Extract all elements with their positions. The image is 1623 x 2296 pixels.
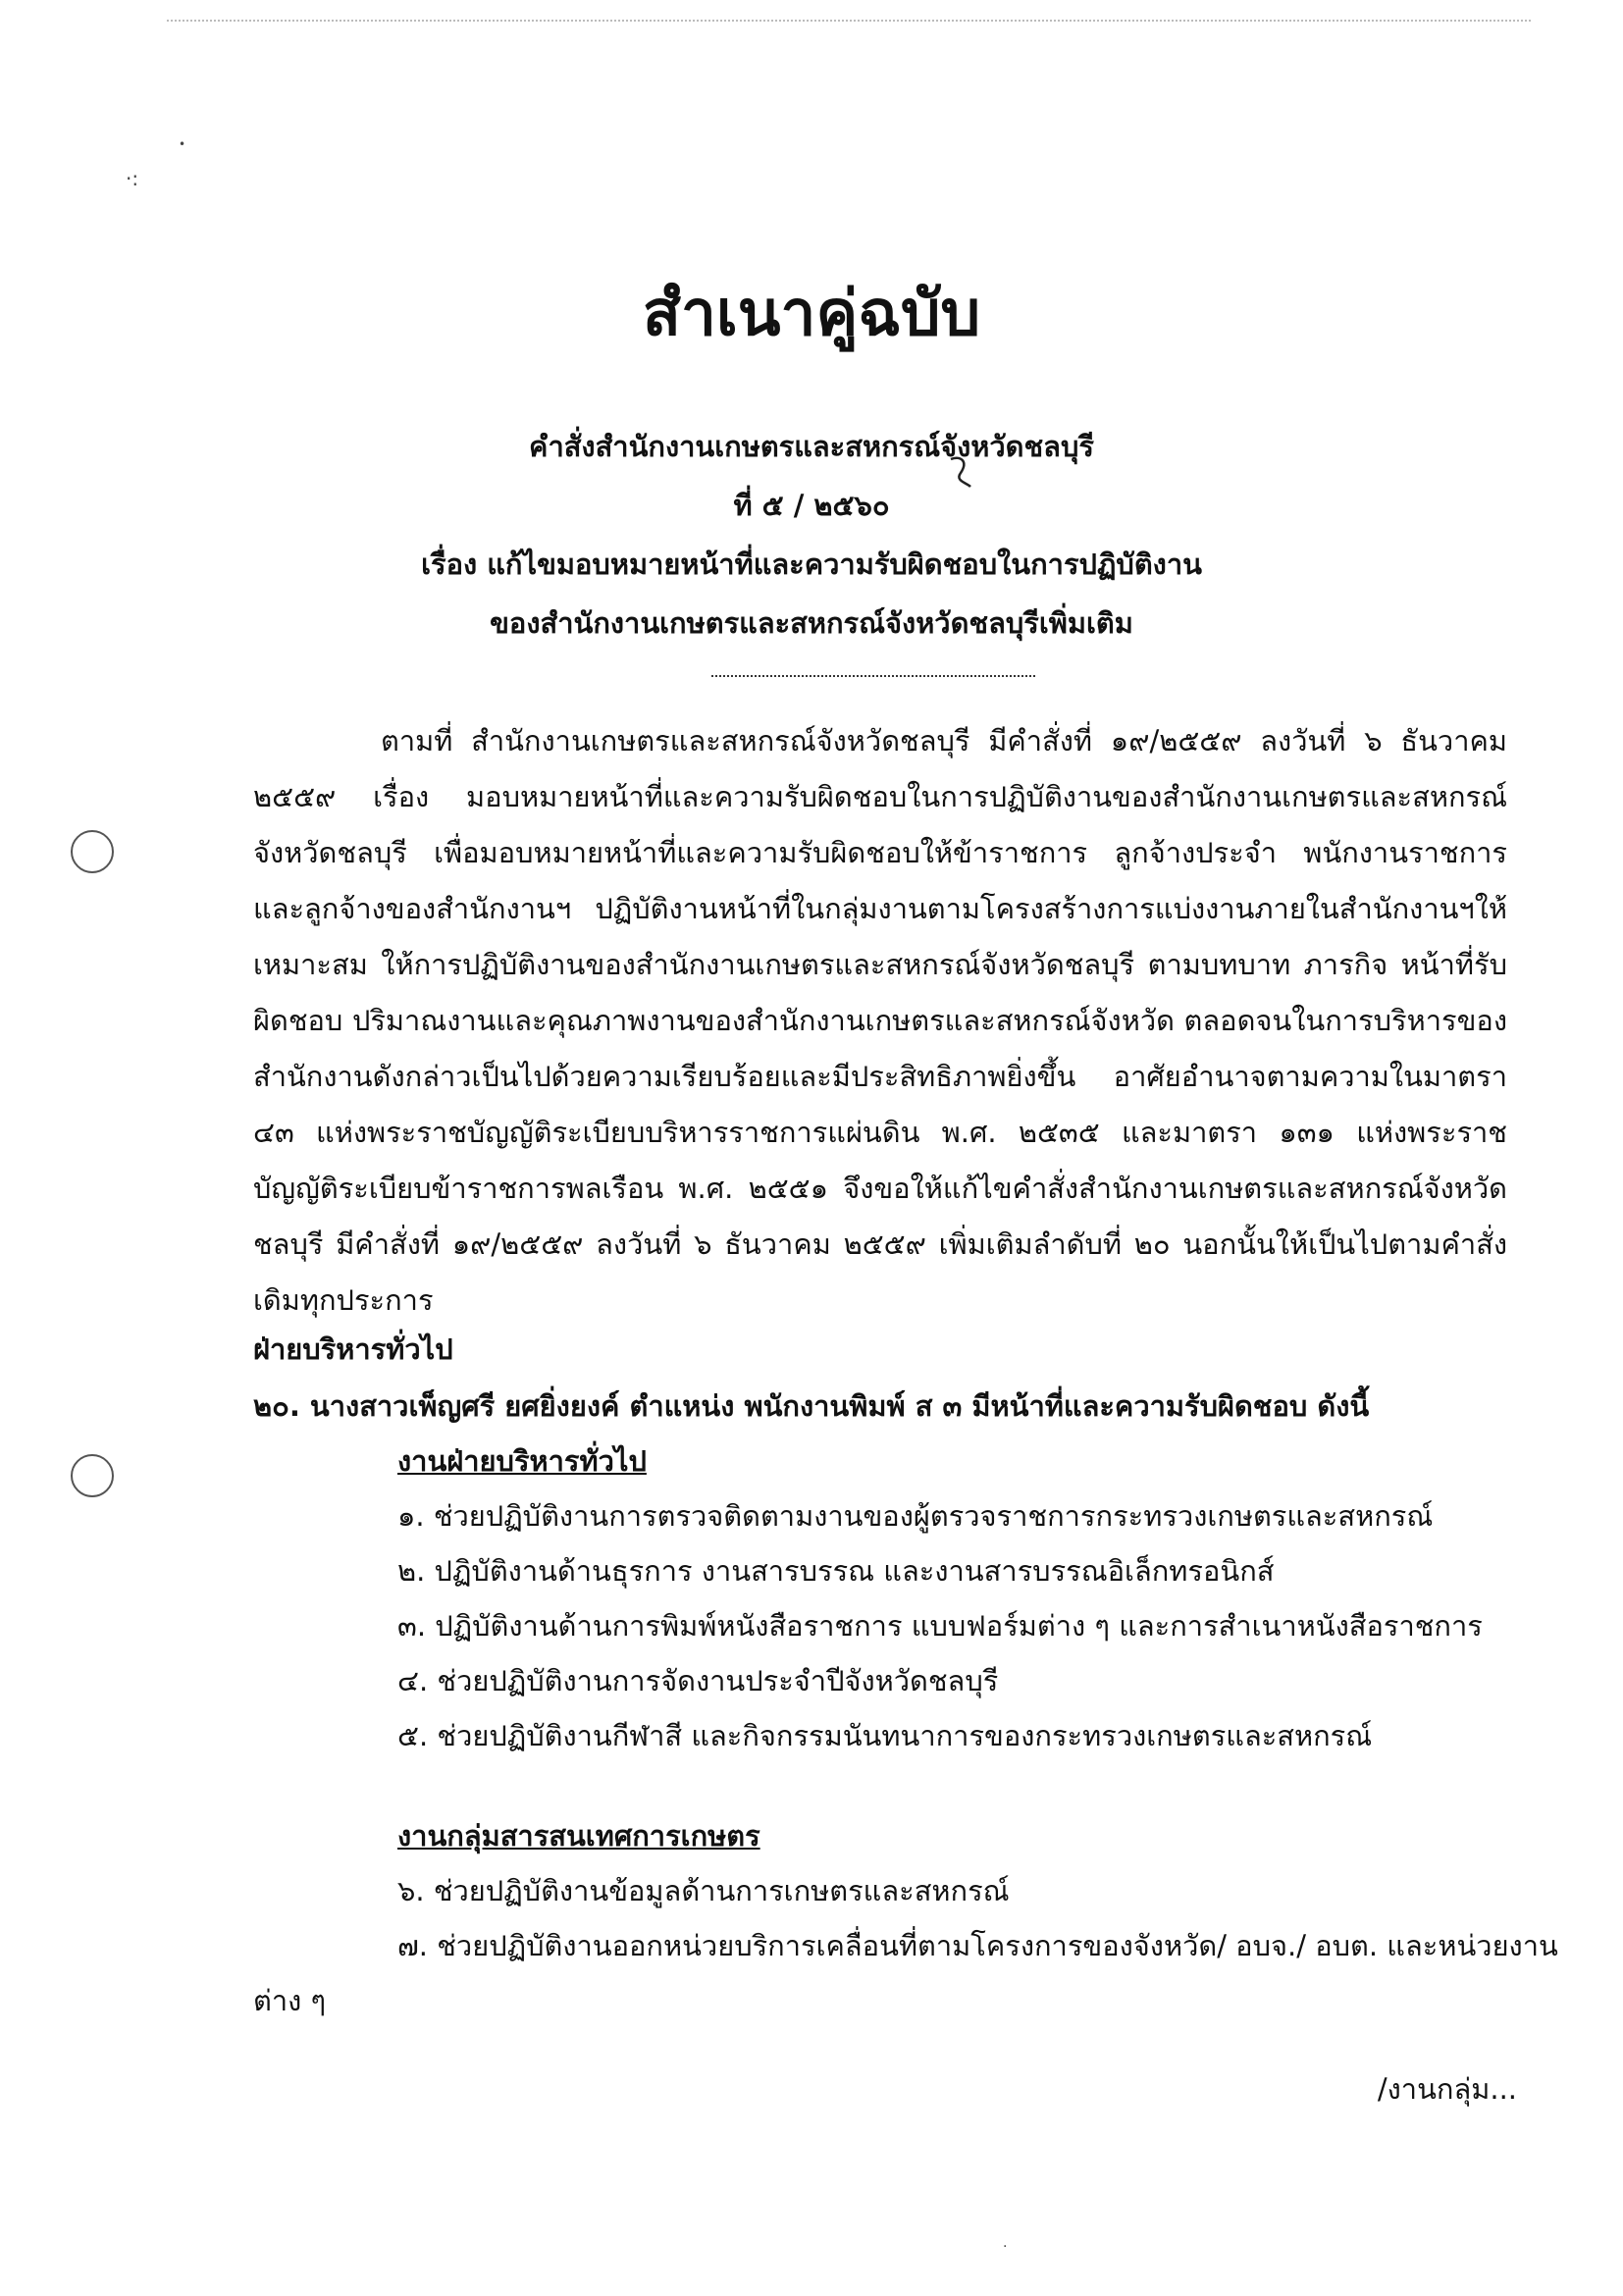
section-heading: ฝ่ายบริหารทั่วไป bbox=[253, 1332, 453, 1366]
scan-speck: · bbox=[1003, 2239, 1008, 2255]
duty-item: ๕. ช่วยปฏิบัติงานกีฬาสี และกิจกรรมนันทนาการของกระทรวงเกษตรและสหกรณ์ bbox=[397, 1719, 1373, 1752]
handwritten-number-mark bbox=[947, 451, 976, 500]
punch-hole bbox=[71, 1454, 114, 1497]
scan-speck: • bbox=[179, 137, 186, 151]
order-heading: คำสั่งสำนักงานเกษตรและสหกรณ์จังหวัดชลบุรี bbox=[529, 430, 1094, 463]
duty-item: ๗. ช่วยปฏิบัติงานออกหน่วยบริการเคลื่อนที่ตามโครงการของจังหวัด/ อบจ./ อบต. และหน่วยงาน bbox=[397, 1929, 1558, 1962]
subject-line-1: เรื่อง แก้ไขมอบหมายหน้าที่และความรับผิดชอบในการปฏิบัติงาน bbox=[421, 548, 1202, 581]
duty-item: ๒. ปฏิบัติงานด้านธุรการ งานสารบรรณ และงานสารบรรณอิเล็กทรอนิกส์ bbox=[397, 1554, 1275, 1588]
scan-noise bbox=[167, 20, 1531, 24]
duty-item: ๔. ช่วยปฏิบัติงานการจัดงานประจำปีจังหวัดชลบุรี bbox=[397, 1664, 999, 1697]
duty-item-continuation: ต่าง ๆ bbox=[253, 1984, 327, 2017]
group-heading-agri-info: งานกลุ่มสารสนเทศการเกษตร bbox=[397, 1819, 760, 1852]
punch-hole bbox=[71, 830, 114, 873]
subject-line-2: ของสำนักงานเกษตรและสหกรณ์จังหวัดชลบุรีเพิ่มเติม bbox=[490, 606, 1133, 640]
person-assignment: ๒๐. นางสาวเพ็ญศรี ยศยิ่งยงค์ ตำแหน่ง พนักงานพิมพ์ ส ๓ มีหน้าที่และความรับผิดชอบ ดังนี้ bbox=[253, 1389, 1370, 1423]
separator-line bbox=[711, 675, 1035, 677]
continuation-marker: /งานกลุ่ม... bbox=[1377, 2072, 1517, 2106]
duty-item: ๖. ช่วยปฏิบัติงานข้อมูลด้านการเกษตรและสหกรณ์ bbox=[397, 1874, 1010, 1907]
group-heading-general-admin: งานฝ่ายบริหารทั่วไป bbox=[397, 1444, 647, 1478]
duty-item: ๓. ปฏิบัติงานด้านการพิมพ์หนังสือราชการ แบบฟอร์มต่าง ๆ และการสำเนาหนังสือราชการ bbox=[397, 1609, 1483, 1643]
scan-speck: ·: bbox=[126, 167, 139, 190]
document-title: สำเนาคู่ฉบับ bbox=[642, 278, 981, 350]
order-number: ที่ ๕ / ๒๕๖๐ bbox=[733, 489, 890, 522]
duty-item: ๑. ช่วยปฏิบัติงานการตรวจติดตามงานของผู้ตรวจราชการกระทรวงเกษตรและสหกรณ์ bbox=[397, 1499, 1434, 1533]
body-paragraph: ตามที่ สำนักงานเกษตรและสหกรณ์จังหวัดชลบุรี มีคำสั่งที่ ๑๙/๒๕๕๙ ลงวันที่ ๖ ธันวาคม ๒๕๕๙ เรื่อง มอบหมายหน้าที่และความรับผิดชอบในการปฏิบัติงานของสำนักงานเกษตรและสหกรณ์จังหวัดชลบุรี เพื่อมอบหมายหน้าที่และความรับผิดชอบให้ข้าราชการ ลูกจ้างประจำ พนักงานราชการ และลูกจ้างของสำนักงานฯ ปฏิบัติงานหน้าที่ในกลุ่มงานตามโครงสร้างการแบ่งงานภายในสำนักงานฯให้เหมาะสม ให้การปฏิบัติงานของสำนักงานเกษตรและสหกรณ์จังหวัดชลบุรี ตามบทบาท ภารกิจ หน้าที่รับผิดชอบ ปริมาณงานและคุณภาพงานของสำนักงานเกษตรและสหกรณ์จังหวัด ตลอดจนในการบริหารของสำนักงานดังกล่าวเป็นไปด้วยความเรียบร้อยและมีประสิทธิภาพยิ่งขึ้น อาศัยอำนาจตามความในมาตรา ๔๓ แห่งพระราชบัญญัติระเบียบบริหารราชการแผ่นดิน พ.ศ. ๒๕๓๕ และมาตรา ๑๓๑ แห่งพระราชบัญญัติระเบียบข้าราชการพลเรือน พ.ศ. ๒๕๕๑ จึงขอให้แก้ไขคำสั่งสำนักงานเกษตรและสหกรณ์จังหวัดชลบุรี มีคำสั่งที่ ๑๙/๒๕๕๙ ลงวันที่ ๖ ธันวาคม ๒๕๕๙ เพิ่มเติมลำดับที่ ๒๐ นอกนั้นให้เป็นไปตามคำสั่งเดิมทุกประการ bbox=[253, 724, 1507, 1317]
